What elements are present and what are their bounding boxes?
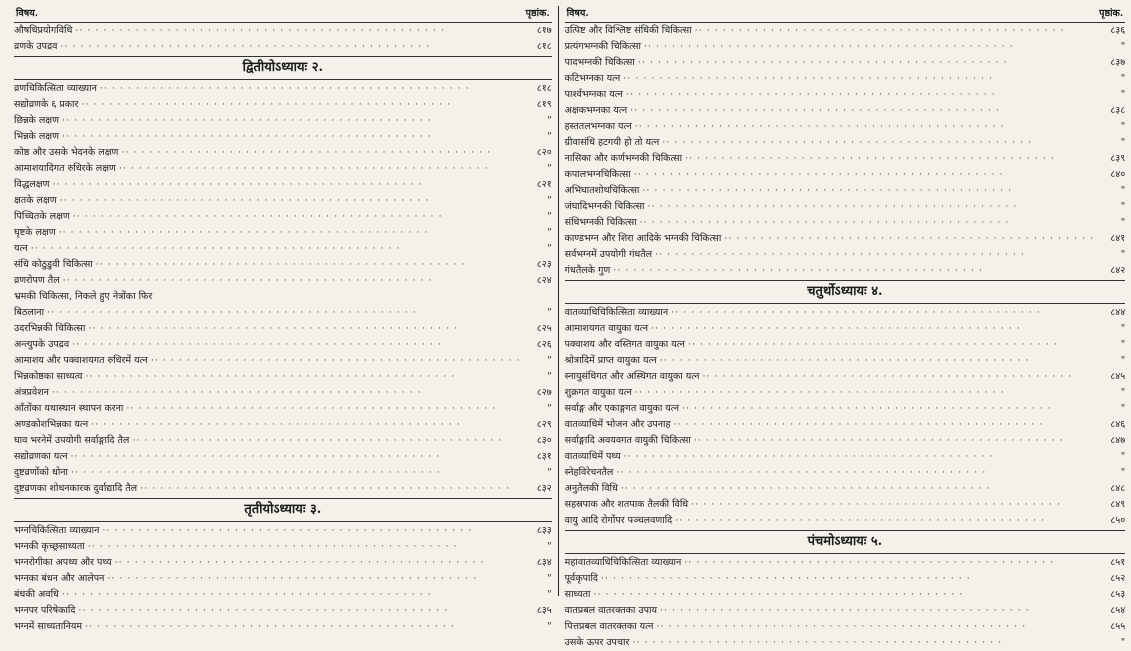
entry-page-number: ८२० [536, 147, 552, 158]
leader-dots [632, 119, 1097, 135]
index-entry [565, 385, 1126, 401]
entry-title: भग्नका बंधन और आलेपन [14, 573, 105, 584]
entry-title: हस्ततलभग्नका यत्न [564, 121, 632, 132]
entry-title: सद्योव्रणका यत्न [14, 451, 68, 462]
entry-page-number: ८४१ [1110, 233, 1126, 244]
entry-title: उदरभिन्नकी चिकित्सा [14, 323, 86, 334]
entry-page-number: " [547, 573, 552, 584]
index-entry [14, 161, 552, 177]
entry-title: काण्डभग्न और शिरा आदिके भग्नकी चिकित्सा [564, 233, 722, 244]
index-entry [565, 321, 1126, 337]
leader-dots [679, 401, 1097, 417]
entry-page-number: " [1120, 89, 1126, 100]
chapter-heading: पंचमोऽध्यायः ५. [565, 530, 1126, 554]
entry-page-number: " [547, 371, 552, 382]
index-entry [14, 209, 552, 225]
index-entry [14, 241, 552, 257]
entry-page-number: ८२५ [536, 323, 552, 334]
leader-dots [623, 87, 1097, 103]
entry-page-number: ८३२ [536, 483, 552, 494]
entry-page-number: ८३४ [536, 557, 552, 568]
leader-dots [637, 215, 1098, 231]
entry-title: पादभग्नकी चिकित्सा [564, 57, 635, 68]
index-entry [565, 513, 1126, 529]
entry-page-number: " [547, 307, 552, 318]
entry-page-number: ८२९ [536, 419, 552, 430]
entry-page-number: ८३५ [536, 605, 552, 616]
index-entry [565, 167, 1126, 183]
entry-title: घाव भरनेमें उपयोगी सर्वाङ्गादि तैल [14, 435, 130, 446]
index-entry [14, 603, 552, 619]
entry-title: छिन्नके लक्षण [14, 115, 59, 126]
entry-title: यत्न [14, 243, 28, 254]
chapter-heading: द्वितीयोऽध्यायः २. [14, 56, 552, 80]
index-entry [565, 103, 1126, 119]
leader-dots [123, 401, 523, 417]
leader-dots [629, 635, 1097, 651]
entry-title: घृष्टके लक्षण [14, 227, 56, 238]
leader-dots [93, 257, 524, 273]
entry-title: वातव्याधिचिकित्सिता व्याख्यान [564, 307, 669, 318]
leader-dots [631, 167, 1097, 183]
entry-page-number: " [1120, 249, 1126, 260]
left-entries [14, 23, 552, 635]
leader-dots [59, 113, 524, 129]
index-entry [565, 571, 1126, 587]
leader-dots [645, 199, 1098, 215]
entry-title: भग्नचिकित्सिता व्याख्यान [14, 525, 100, 536]
entry-page-number: " [1120, 73, 1126, 84]
index-entry [14, 289, 552, 305]
index-entry [565, 305, 1126, 321]
entry-title: सर्वभग्नमें उपयोगी गंधतैल [564, 249, 653, 260]
entry-title: उसके ऊपर उपचार [564, 637, 630, 648]
entry-page-number: ८५० [1110, 515, 1126, 526]
entry-page-number: ८१८ [536, 83, 552, 94]
entry-title: नासिका और कर्णभग्नकी चिकित्सा [564, 153, 683, 164]
leader-dots [653, 619, 1097, 635]
entry-title: अनुतैलकी विधि [564, 483, 618, 494]
leader-dots [118, 145, 523, 161]
index-entry [565, 215, 1126, 231]
entry-title: वातव्याधिमें भोजन और उपनाह [564, 419, 671, 430]
entry-page-number: ८४८ [1110, 483, 1126, 494]
column-header [14, 6, 552, 23]
index-entry [565, 231, 1126, 247]
entry-page-number: " [1120, 387, 1126, 398]
leader-dots [721, 231, 1097, 247]
leader-dots [116, 161, 524, 177]
leader-dots [129, 433, 523, 449]
entry-title: भ्रमकी चिकित्सा, निकले हुए नेत्रोंका फिर [14, 291, 153, 302]
right-entries [565, 23, 1126, 651]
leader-dots [68, 465, 524, 481]
subject-heading: विषय. [566, 8, 589, 19]
entry-title: प्रत्यंगभग्नकी चिकित्सा [564, 41, 641, 52]
entry-title: व्रणरोपण तैल [14, 275, 60, 286]
index-entry [565, 433, 1126, 449]
index-entry [14, 369, 552, 385]
entry-title: शुक्रगत वायुका यत्न [564, 387, 632, 398]
leader-dots [681, 555, 1097, 571]
leader-dots [82, 619, 524, 635]
leader-dots [85, 321, 523, 337]
entry-title: अभिघातशोथचिकित्सा [564, 185, 640, 196]
entry-title: सर्वाङ्गादि अवयवगत वायुकी चिकित्सा [564, 435, 691, 446]
page-heading: पृष्ठांक. [525, 8, 550, 19]
entry-page-number: ८४७ [1110, 435, 1126, 446]
index-entry [14, 321, 552, 337]
index-entry [14, 257, 552, 273]
index-entry [565, 55, 1126, 71]
index-entry [565, 199, 1126, 215]
entry-title: सहस्रपाक और शतपाक तैलकी विधि [564, 499, 689, 510]
index-entry [14, 433, 552, 449]
chapter-heading: चतुर्थोऽध्यायः ४. [565, 280, 1126, 304]
entry-page-number: " [1120, 137, 1126, 148]
entry-page-number: ८५३ [1110, 589, 1126, 600]
leader-dots [49, 385, 524, 401]
entry-title: अक्षकभग्नका यत्न [564, 105, 628, 116]
entry-title: उत्पिष्ट और विश्लिष्ट संधिकी चिकित्सा [564, 25, 692, 36]
leader-dots [104, 571, 523, 587]
entry-title: भग्नरोगीका अपथ्य और पथ्य [14, 557, 112, 568]
index-entry [565, 555, 1126, 571]
leader-dots [652, 247, 1097, 263]
leader-dots [68, 449, 524, 465]
entry-page-number: " [1120, 217, 1126, 228]
index-entry [14, 177, 552, 193]
index-entry [14, 539, 552, 555]
entry-page-number: ८१७ [536, 25, 552, 36]
index-entry [14, 305, 552, 321]
entry-page-number: " [1120, 339, 1126, 350]
index-entry [565, 151, 1126, 167]
leader-dots [668, 305, 1097, 321]
index-entry [565, 603, 1126, 619]
leader-dots [632, 385, 1097, 401]
index-entry [14, 619, 552, 635]
entry-page-number: ८५१ [1110, 557, 1126, 568]
index-entry [565, 353, 1126, 369]
entry-title: कटिभग्नका यत्न [564, 73, 621, 84]
entry-page-number: " [547, 227, 552, 238]
leader-dots [75, 603, 523, 619]
entry-page-number: " [547, 621, 552, 632]
leader-dots [28, 241, 524, 257]
entry-title: स्नायुसंधिगत और अस्थिगत वायुका यत्न [564, 371, 700, 382]
entry-title: भग्नपर परिषेकादि [14, 605, 76, 616]
leader-dots [657, 353, 1097, 369]
leader-dots [657, 603, 1097, 619]
entry-title: वातप्रबल वातरक्तका उपाय [564, 605, 657, 616]
entry-page-number: ८५२ [1110, 573, 1126, 584]
entry-title: संधि कोठुडुवी चिकित्सा [14, 259, 93, 270]
leader-dots [610, 263, 1097, 279]
entry-title: संधिभग्नकी चिकित्सा [564, 217, 637, 228]
leader-dots [659, 135, 1097, 151]
entry-title: बिठलाना [14, 307, 45, 318]
leader-dots [641, 39, 1097, 55]
index-entry [14, 401, 552, 417]
chapter-heading: तृतीयोऽध्यायः ३. [14, 498, 552, 522]
entry-page-number: ८३० [536, 435, 552, 446]
leader-dots [112, 555, 524, 571]
entry-title: श्रोत्रादिमें प्राप्त वायुका यत्न [564, 355, 657, 366]
leader-dots [59, 587, 524, 603]
entry-page-number: " [547, 163, 552, 174]
left-column [8, 6, 558, 632]
entry-title: व्रणके उपद्रव [14, 41, 58, 52]
index-entry [565, 263, 1126, 279]
entry-title: वातव्याधिमें पथ्य [564, 451, 621, 462]
index-entry [565, 247, 1126, 263]
entry-title: भग्नकी कृच्छ्रसाध्यता [14, 541, 85, 552]
index-entry [14, 385, 552, 401]
entry-page-number: ८४५ [1110, 371, 1126, 382]
index-entry [14, 225, 552, 241]
index-entry [14, 417, 552, 433]
index-entry [565, 587, 1126, 603]
index-entry [565, 87, 1126, 103]
entry-page-number: ८५५ [1110, 621, 1126, 632]
leader-dots [688, 497, 1097, 513]
leader-dots [99, 523, 523, 539]
index-entry [14, 273, 552, 289]
entry-page-number: ८४९ [1110, 499, 1126, 510]
entry-page-number: ८३१ [536, 451, 552, 462]
entry-page-number: " [547, 131, 552, 142]
index-entry [565, 337, 1126, 353]
leader-dots [97, 81, 524, 97]
entry-title: भिन्नकोष्ठका साध्यत्व [14, 371, 83, 382]
leader-dots [49, 177, 523, 193]
leader-dots [60, 273, 524, 289]
column-header [565, 6, 1126, 23]
index-entry [14, 39, 552, 55]
entry-page-number: " [1120, 467, 1126, 478]
index-entry [565, 401, 1126, 417]
entry-title: आमाशयगत वायुका यत्न [564, 323, 648, 334]
entry-page-number: ८३९ [1110, 153, 1126, 164]
index-entry [565, 71, 1126, 87]
entry-page-number: ८३८ [1110, 105, 1126, 116]
entry-page-number: ८३३ [536, 525, 552, 536]
entry-title: वायु आदि रोगोंपर पञ्चलवणादि [564, 515, 673, 526]
index-entry [14, 449, 552, 465]
entry-title: पिच्चितके लक्षण [14, 211, 70, 222]
entry-page-number: ८२४ [536, 275, 552, 286]
entry-page-number: ८२१ [536, 179, 552, 190]
entry-title: अन्त्युपके उपद्रव [14, 339, 70, 350]
index-entry [14, 587, 552, 603]
entry-title: कोष्ठ और उसके भेदनके लक्षण [14, 147, 119, 158]
leader-dots [639, 183, 1097, 199]
index-entry [565, 135, 1126, 151]
index-entry [565, 39, 1126, 55]
leader-dots [57, 39, 523, 55]
entry-page-number: " [547, 195, 552, 206]
entry-page-number: " [1120, 41, 1126, 52]
entry-title: अंत्रप्रवेशन [14, 387, 49, 398]
entry-page-number: ८४२ [1110, 265, 1126, 276]
index-entry [565, 119, 1126, 135]
leader-dots [88, 417, 524, 433]
entry-title: दुष्टव्रणका शोधनकारक दुर्वाद्यादि तैल [14, 483, 138, 494]
entry-page-number: " [1120, 185, 1126, 196]
leader-dots [69, 337, 524, 353]
entry-page-number: " [547, 355, 552, 366]
entry-title: साध्यता [564, 589, 591, 600]
leader-dots [598, 571, 1097, 587]
entry-title: व्रणचिकित्सिता व्याख्यान [14, 83, 97, 94]
entry-page-number: ८५४ [1110, 605, 1126, 616]
leader-dots [137, 481, 524, 497]
entry-page-number: " [547, 589, 552, 600]
entry-page-number: " [1120, 637, 1126, 648]
leader-dots [627, 103, 1097, 119]
entry-title: ग्रीवासंधि हटगयी हो तो यत्न [564, 137, 660, 148]
entry-page-number: ८४० [1110, 169, 1126, 180]
subject-heading: विषय. [16, 8, 39, 19]
entry-page-number: " [547, 541, 552, 552]
entry-page-number: " [1120, 451, 1126, 462]
index-entry [14, 353, 552, 369]
leader-dots [59, 129, 524, 145]
leader-dots [648, 321, 1097, 337]
entry-title: दुष्टव्रणोंको धोना [14, 467, 69, 478]
entry-page-number: " [547, 467, 552, 478]
index-entry [565, 417, 1126, 433]
index-entry [14, 23, 552, 39]
entry-page-number: ८३७ [1110, 57, 1126, 68]
entry-page-number: ८२७ [536, 387, 552, 398]
entry-page-number: " [547, 403, 552, 414]
entry-title: अण्डकोशभिन्नका यत्न [14, 419, 89, 430]
index-entry [565, 481, 1126, 497]
entry-title: जंघादिभग्नकी चिकित्सा [564, 201, 645, 212]
entry-title: आमाशयादिगत रुधिरके लक्षण [14, 163, 116, 174]
entry-page-number: " [1120, 201, 1126, 212]
index-entry [14, 481, 552, 497]
leader-dots [148, 353, 524, 369]
entry-title: बंधकी अवधि [14, 589, 59, 600]
entry-title: आँतोंका यथास्थान स्थापन करना [14, 403, 124, 414]
entry-title: सर्वाङ्ग और एकाङ्गगत वायुका यत्न [564, 403, 679, 414]
index-entry [14, 465, 552, 481]
index-entry [14, 97, 552, 113]
entry-page-number: " [547, 211, 552, 222]
leader-dots [44, 305, 524, 321]
entry-title: भिन्नके लक्षण [14, 131, 59, 142]
entry-page-number: ८२६ [536, 339, 552, 350]
entry-title: औषधिप्रयोगविधि [14, 25, 73, 36]
entry-title: पार्श्वभग्नका यत्न [564, 89, 623, 100]
index-entry [14, 81, 552, 97]
entry-page-number: ८४६ [1110, 419, 1126, 430]
leader-dots [590, 587, 1097, 603]
index-entry [565, 619, 1126, 635]
entry-page-number: " [1120, 355, 1126, 366]
entry-title: कपालभग्नचिकित्सा [564, 169, 631, 180]
entry-title: पूर्वकृपादि [564, 573, 598, 584]
page-heading: पृष्ठांक. [1099, 8, 1124, 19]
leader-dots [72, 23, 523, 39]
entry-page-number: " [547, 115, 552, 126]
right-column [559, 6, 1131, 648]
leader-dots [621, 449, 1098, 465]
leader-dots [56, 225, 524, 241]
entry-page-number: ८३६ [1110, 25, 1126, 36]
entry-page-number: ८२३ [536, 259, 552, 270]
leader-dots [699, 369, 1097, 385]
entry-title: पक्वाशय और वस्तिगत वायुका यत्न [564, 339, 685, 350]
index-entry [14, 555, 552, 571]
entry-page-number: " [1120, 323, 1126, 334]
index-entry [565, 369, 1126, 385]
index-entry [14, 145, 552, 161]
leader-dots [685, 337, 1097, 353]
entry-title: भग्नमें साध्यतानियम [14, 621, 83, 632]
entry-title: विद्धलक्षण [14, 179, 50, 190]
index-entry [14, 571, 552, 587]
leader-dots [82, 369, 523, 385]
leader-dots [620, 71, 1097, 87]
index-entry [565, 635, 1126, 651]
leader-dots [613, 465, 1097, 481]
index-entry [14, 337, 552, 353]
leader-dots [691, 433, 1097, 449]
entry-title: गंधतैलके गुण [564, 265, 611, 276]
entry-title: पित्तप्रबल वातरक्तका यत्न [564, 621, 654, 632]
index-entry [14, 523, 552, 539]
entry-page-number: " [547, 243, 552, 254]
index-entry [14, 193, 552, 209]
index-entry [565, 465, 1126, 481]
entry-page-number: ८४४ [1110, 307, 1126, 318]
leader-dots [635, 55, 1097, 71]
entry-page-number: ८१९ [536, 99, 552, 110]
leader-dots [692, 23, 1098, 39]
leader-dots [70, 209, 524, 225]
entry-page-number: ८१८ [536, 41, 552, 52]
leader-dots [671, 417, 1098, 433]
entry-title: क्षतके लक्षण [14, 195, 57, 206]
entry-page-number: " [1120, 403, 1126, 414]
leader-dots [57, 193, 524, 209]
leader-dots [682, 151, 1097, 167]
index-entry [565, 23, 1126, 39]
entry-title: आमाशय और पक्वाशयगत रुधिरमें यत्न [14, 355, 148, 366]
leader-dots [672, 513, 1097, 529]
index-entry [565, 497, 1126, 513]
leader-dots [618, 481, 1097, 497]
entry-title: स्नेहविरेचनतैल [564, 467, 614, 478]
index-entry [14, 129, 552, 145]
leader-dots [85, 539, 524, 555]
entry-title: महावातव्याधिचिकित्सिता व्याख्यान [564, 557, 682, 568]
index-entry [14, 113, 552, 129]
leader-dots [78, 97, 523, 113]
index-entry [565, 183, 1126, 199]
entry-title: सद्योव्रणके ६ प्रकार [14, 99, 79, 110]
index-entry [565, 449, 1126, 465]
entry-page-number: " [1120, 121, 1126, 132]
